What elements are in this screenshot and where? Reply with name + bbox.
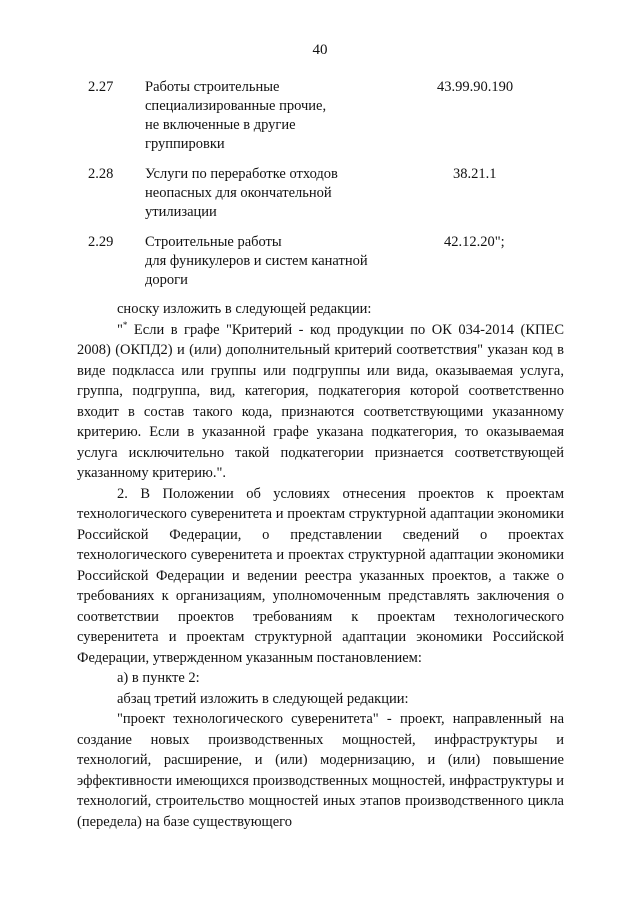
row-number: 2.29 [88, 234, 114, 250]
row-code: 42.12.20"; [444, 234, 505, 250]
footnote-paragraph [77, 320, 564, 484]
description-line: группировки [145, 136, 225, 152]
description-line: Услуги по переработке отходов [145, 166, 338, 182]
description-line: для фуникулеров и систем канатной [145, 253, 368, 269]
quote-mark: " [117, 321, 123, 338]
page-number: 40 [312, 42, 328, 58]
row-description [145, 165, 380, 222]
description-line: не включенные в другие [145, 117, 296, 133]
paragraph: сноску изложить в следующей редакции: [117, 301, 372, 317]
row-description [145, 233, 380, 290]
body-text [77, 299, 564, 832]
description-line: дороги [145, 272, 188, 288]
paragraph: абзац третий изложить в следующей редакции: [117, 690, 409, 707]
row-number: 2.28 [88, 166, 114, 182]
description-line: Работы строительные [145, 79, 280, 95]
description-line: утилизации [145, 204, 217, 220]
row-code: 38.21.1 [453, 166, 497, 182]
row-description [145, 78, 380, 154]
paragraph: "проект технологического суверенитета" - проект, направленный на создание новых производственных мощностей, инфраструктуры и технологий, расширение, и (или) модернизацию, и (или) повышение эффективности имеющихся производственных мощностей, инфраструктуры и технологий, строительство мощностей иных этапов производственного цикла (передела) на базе существующего [77, 711, 564, 830]
description-line: специализированные прочие, [145, 98, 327, 114]
footnote-text: Если в графе "Критерий - код продукции по ОК 034-2014 (КПЕС 2008) (ОКПД2) и (или) дополнительный критерий соответствия" указан код в виде подкласса или группы или подгруппы или вида, оказываемая услуга, группа, подгруппа, вид, категория, подкатегория которой соответственно входит в состав такого кода, признаются соответствующими указанному критерию. Если в указанной графе указана подкатегория, то оказываемая услуга исключительно такой подкатегории признается соответствующей указанному критерию.". [77, 321, 564, 481]
row-code: 43.99.90.190 [437, 79, 514, 95]
row-number: 2.27 [88, 79, 114, 95]
paragraph: а) в пункте 2: [117, 670, 200, 686]
footnote-asterisk: * [122, 319, 128, 330]
description-line: Строительные работы [145, 234, 282, 250]
paragraph: 2. В Положении об условиях отнесения проектов к проектам технологического суверенитета и проектам структурной адаптации экономики Российской Федерации, о представлении сведений о проектах технологического суверенитета и проектах структурной адаптации экономики Российской Федерации и ведении реестра указанных проектов, а также о требованиях к организациям, уполномоченным представлять заключения о соответствии проектов требованиям к проектам технологического суверенитета и проектам структурной адаптации экономики Российской Федерации, утвержденном указанным постановлением: [77, 485, 564, 666]
description-line: неопасных для окончательной [145, 185, 332, 201]
